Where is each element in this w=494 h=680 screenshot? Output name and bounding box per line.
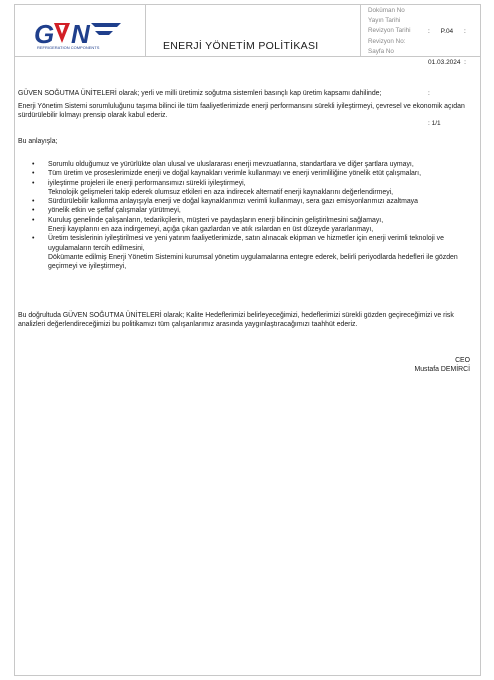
- bullet-icon: •: [32, 216, 35, 224]
- lead-text: Bu anlayışla;: [18, 138, 58, 145]
- document-meta: [361, 5, 480, 128]
- closing-paragraph: Bu doğrultuda GÜVEN SOĞUTMA ÜNİTELERİ olarak; Kalite Hedeflerimizi belirleyeceğimizi, hedeflerimizi sürekli gözden geçireceğimizi ve risk analizleri değerlendireceğimizi bu politikamızı tüm çalışanlarımız arasında yaygınlaştıracağımızı taahhüt ederiz.: [18, 312, 454, 329]
- meta-label-revision-no: Revizyon No:: [368, 37, 406, 45]
- svg-text:G: G: [34, 19, 55, 49]
- policy-item: [32, 206, 482, 215]
- meta-label-revision-date: Revizyon Tarihi: [368, 27, 411, 35]
- bullet-icon: •: [32, 179, 35, 187]
- policy-item-text: Kuruluş genelinde çalışanların, tedarikçilerin, müşteri ve paydaşların enerji bilincinin geliştirilmesini sağlamayı,: [48, 216, 384, 224]
- policy-item: [32, 253, 482, 272]
- meta-value-page-no: [428, 150, 466, 160]
- policy-item: [32, 179, 482, 188]
- policy-item-text: Tüm üretim ve proseslerimizde enerji ve doğal kaynakları verimle kullanmayı ve enerji verimliliğine yönelik etüt çalışmaları,: [48, 170, 422, 178]
- title-cell: [146, 5, 361, 57]
- meta-value-revision-date: :: [428, 89, 430, 97]
- policy-item: [32, 160, 482, 169]
- meta-label-publish-date: Yayın Tarihi: [368, 17, 401, 25]
- policy-item-text: Dökümante edilmiş Enerji Yönetim Sistemini kurumsal yönetim uygulamalarına entegre ederek, belirli periyodlarda hedefleri ile gözden geçirmeyi ve iyileştirmeyi,: [48, 253, 458, 271]
- bullet-icon: •: [32, 207, 35, 215]
- meta-label-doc-no: Doküman No: [368, 7, 405, 14]
- bullet-icon: •: [32, 235, 35, 243]
- svg-text:N: N: [71, 19, 90, 49]
- policy-item-text: Sürdürülebilir kalkınma anlayışıyla enerji ve doğal kaynaklarımızı verimli kullanmayı, sera gazı emisyonlarımızı azaltmaya: [48, 198, 418, 206]
- policy-item-text: iyileştirme projeleri ile enerji performansımızı sürekli iyileştirmeyi,: [48, 179, 246, 187]
- policy-item-text: Enerji kayıplarını en aza indirgemeyi, açığa çıkan gazlardan ve atık ısılardan en üst düzeyde yararlanmayı,: [48, 226, 374, 234]
- meta-label-page-no: Sayfa No: [368, 47, 394, 55]
- policy-item: [32, 216, 482, 225]
- policy-item-text: Sorumlu olduğumuz ve yürürlükte olan ulusal ve uluslararası enerji mevzuatlarına, standartlara ve diğer şartlara uymayı,: [48, 161, 414, 168]
- signature-role: CEO: [455, 357, 470, 364]
- document-page: [14, 4, 481, 676]
- policy-item: [32, 188, 482, 197]
- company-logo: [33, 19, 129, 51]
- policy-item: [32, 234, 482, 253]
- document-title: ENERJİ YÖNETİM POLİTİKASI: [163, 40, 319, 52]
- policy-item: [32, 197, 482, 206]
- policy-list: [32, 160, 482, 272]
- svg-text:REFRIGERATION COMPONENTS: REFRIGERATION COMPONENTS: [37, 45, 100, 50]
- commitment-paragraph: Enerji Yönetim Sistemi sorumluluğunu taşıma bilinci ile tüm faaliyetlerimizde enerji performansını sürekli iyileştirmeyi, çevresel ve ekonomik açıdan sürdürülebilir kılmayı prensip olarak kabul ederiz.: [18, 103, 465, 120]
- meta-value-publish-date: 01.03.2024 :: [428, 59, 466, 66]
- meta-value-revision-no: : 1/1: [428, 120, 441, 128]
- bullet-icon: •: [32, 170, 35, 178]
- policy-item: [32, 169, 482, 178]
- meta-labels: [368, 6, 411, 57]
- intro-paragraph: GÜVEN SOĞUTMA ÜNİTELERİ olarak; yerli ve milli üretimiz soğutma sistemleri basınçlı kap üretim kapsamı dahilinde;: [18, 90, 382, 97]
- bullet-icon: •: [32, 198, 35, 206]
- policy-item-text: yönelik etkin ve şeffaf çalışmalar yürütmeyi,: [48, 207, 181, 215]
- policy-item: [32, 225, 482, 234]
- meta-value-doc-no: : P.04 :: [428, 28, 466, 36]
- policy-item-text: Üretim tesislerinin iyileştirilmesi ve yeni yatırım faaliyetlerimizde, satın alınacak ekipman ve hizmetler için enerji verimli teknoloji ve uygulamaların tercih edilmesini,: [48, 235, 444, 252]
- logo-cell: [15, 5, 146, 57]
- bullet-icon: •: [32, 161, 35, 168]
- policy-item-text: Teknolojik gelişmeleri takip ederek olumsuz etkileri en aza indirecek alternatif enerji kaynaklarını değerlendirmeyi,: [48, 188, 394, 196]
- signature-name: Mustafa DEMİRCİ: [414, 365, 470, 373]
- signature-block: [414, 357, 470, 374]
